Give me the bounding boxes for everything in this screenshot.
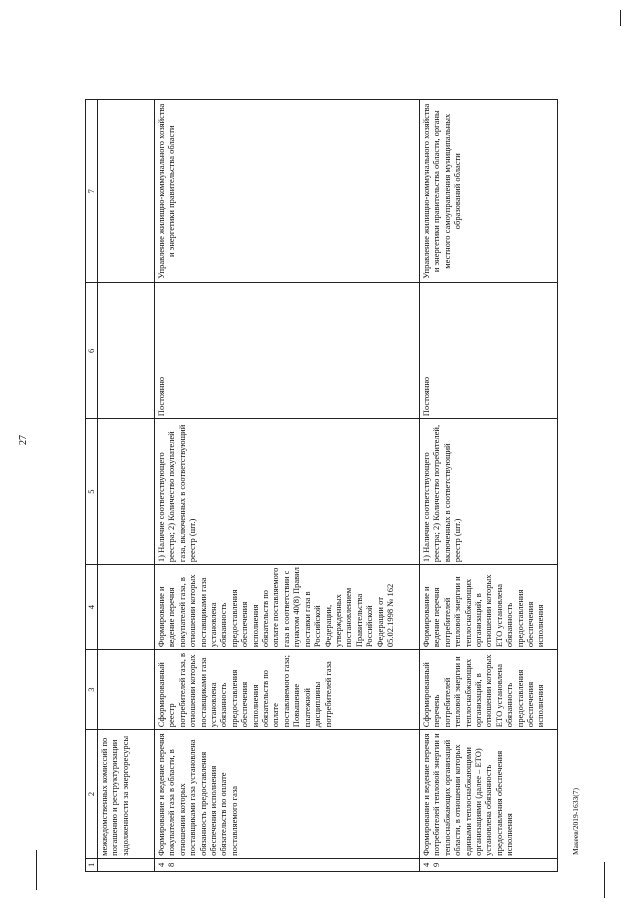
table-row (420, 100, 558, 872)
plan-table (85, 99, 558, 872)
cell-indicator: 1) Наличие соответствующего реестра; 2) Количество покупателей газа, включенных в соответствующий реестр (шт.) (155, 419, 420, 565)
rotated-table-container (85, 99, 560, 872)
table-row (155, 100, 420, 872)
header-col-3: 3 (86, 650, 98, 730)
cell-result: Сформированный реестр потребителей газа, в отношении которых поставщиками газа установлена обязанность предоставления обеспечения исполнения обязательств по оплате поставляемого газа; Повышение платежной дисциплины потребителей газа (155, 650, 420, 730)
cell-responsible: Управление жилищно-коммунального хозяйства и энергетики правительства области, органы местного самоуправления муниципальных образований области (420, 100, 558, 283)
cell-indicator: 1) Наличие соответствующего реестра; 2) Количество потребителей, включенных в соответствующий реестр (шт.) (420, 419, 558, 565)
cell-mechanism: Формирование и ведение перечня покупателей газа, в отношении которых поставщиками газа установлена обязанность предоставления обеспечения исполнения обязательств по оплате поставляемого газа в соответствии с пунктом 40(8) Правил поставки газа в Российской Федерации, утвержденных постановлением Правительства Российской Федерации от 05.02.1998 № 162 (155, 565, 420, 650)
header-col-7: 7 (86, 100, 98, 283)
cell-mechanism (98, 565, 155, 650)
scan-mark (604, 862, 605, 898)
header-col-2: 2 (86, 730, 98, 859)
scan-mark (36, 850, 37, 890)
cell-mechanism: Формирование и ведение перечня потребителей тепловой энергии и теплоснабжающих организаций, в отношении которых ЕТО установлена обязанность предоставления обеспечения исполнения (420, 565, 558, 650)
header-col-6: 6 (86, 283, 98, 419)
cell-num (98, 858, 155, 871)
cell-responsible: Управление жилищно-коммунального хозяйства и энергетики правительства области (155, 100, 420, 283)
cell-measure: межведомственных комиссий по погашению и реструктуризации задолженности за энергоресурсы (98, 730, 155, 859)
cell-responsible (98, 100, 155, 283)
header-col-4: 4 (86, 565, 98, 650)
header-row (86, 100, 98, 872)
cell-deadline (98, 283, 155, 419)
scan-mark (620, 10, 621, 26)
page-number: 27 (18, 435, 29, 445)
cell-result: Сформированный перечень потребителей тепловой энергии и теплоснабжающих организаций, в отношении которых ЕТО установлена обязанность предоставления обеспечения исполнения (420, 650, 558, 730)
cell-indicator (98, 419, 155, 565)
cell-result (98, 650, 155, 730)
table-row-continuation (98, 100, 155, 872)
cell-deadline: Постоянно (155, 283, 420, 419)
header-col-5: 5 (86, 419, 98, 565)
header-col-1: 1 (86, 858, 98, 871)
cell-num: 49 (420, 858, 558, 871)
cell-num: 48 (155, 858, 420, 871)
cell-measure: Формирование и ведение перечня покупателей газа в области, в отношении которых поставщиками газа установлена обязанность предоставления обеспечения исполнения обязательств по оплате поставляемого газа (155, 730, 420, 859)
cell-deadline: Постоянно (420, 283, 558, 419)
cell-measure: Формирование и ведение перечня потребителей тепловой энергии и теплоснабжающих организаций области, в отношении которых едиными теплоснабжающими организациями (далее – ЕТО) установлена обязанность предоставления обеспечения исполнения (420, 730, 558, 859)
document-reference: Макеев/2019-1633(7) (571, 788, 580, 855)
